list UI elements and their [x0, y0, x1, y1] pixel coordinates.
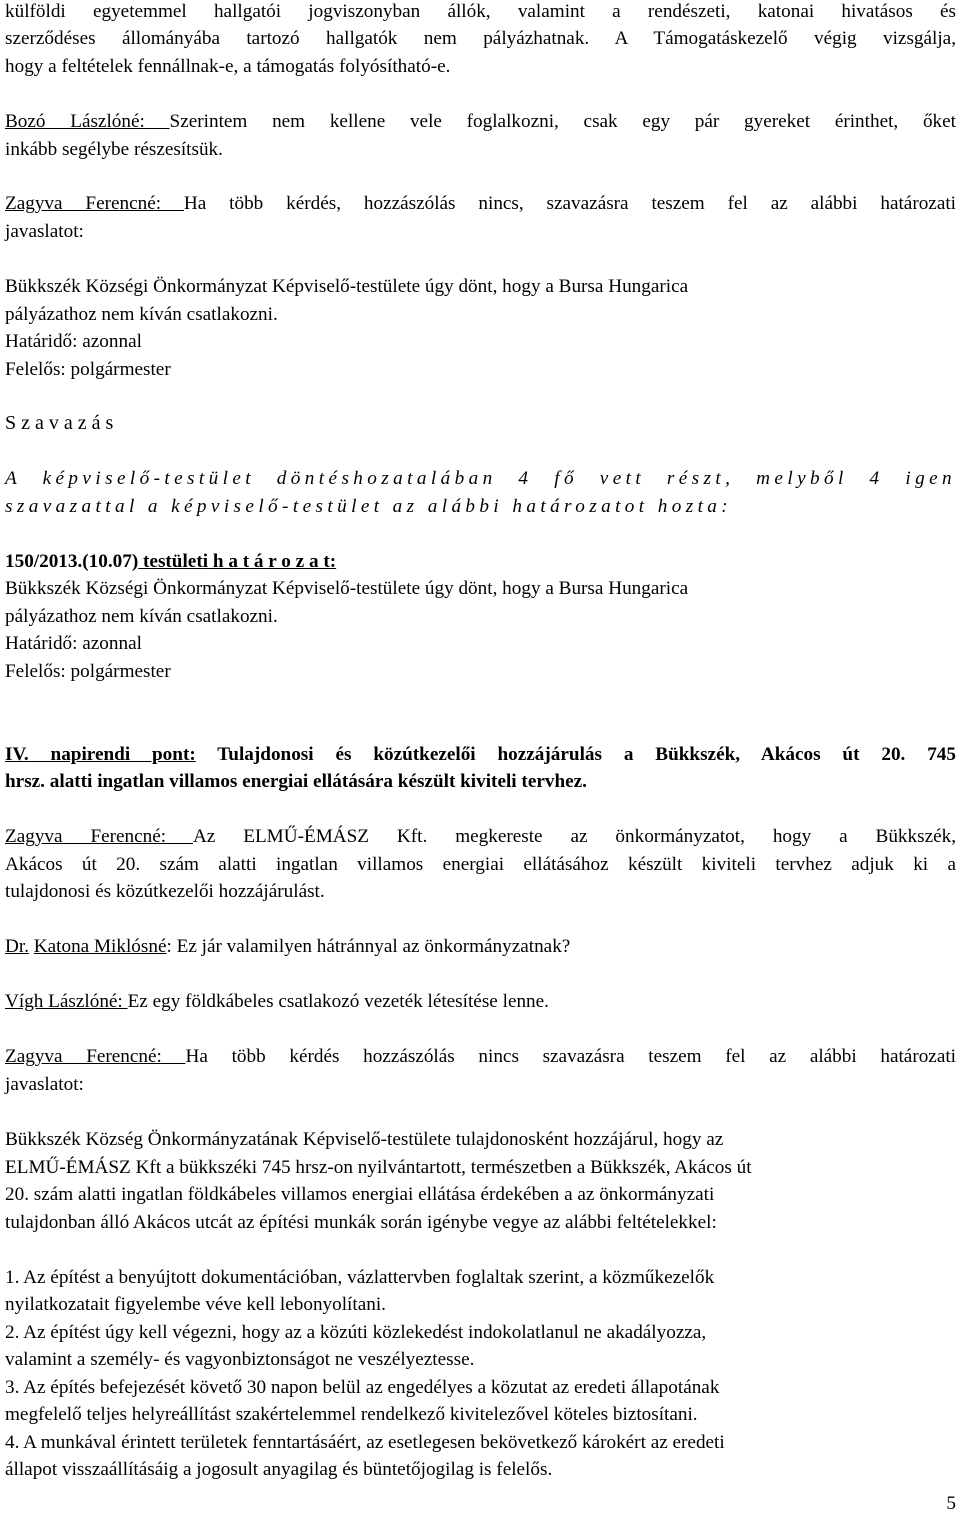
speaker-zagyva: Zagyva Ferencné:: [5, 1046, 186, 1067]
vote-line-1: A képviselő-testület döntéshozatalában 4 fő vett részt, melyből 4 igen: [5, 468, 956, 489]
resolution-responsible: Felelős: polgármester: [5, 661, 171, 682]
condition-1-line-2: nyilatkozatait figyelembe véve kell lebonyolítani.: [5, 1294, 386, 1315]
proposal1-line-2: pályázathoz nem kíván csatlakozni.: [5, 304, 278, 325]
agenda-title-line-2: hrsz. alatti ingatlan villamos energiai ellátására készült kiviteli tervhez.: [5, 771, 587, 792]
condition-3-line-2: megfelelő teljes helyreállítást szakértelemmel rendelkező kivitelezővel köteles biztosítani.: [5, 1404, 698, 1425]
condition-2-line-1: 2. Az építést úgy kell végezni, hogy az a közúti közlekedést indokolatlanul ne akadályozza,: [5, 1322, 707, 1343]
proposal2-line-2: ELMŰ-ÉMÁSZ Kft a bükkszéki 745 hrsz-on nyilvántartott, természetben a Bükkszék, Akácos út: [5, 1157, 752, 1178]
speaker-katona: Katona Miklósné: [33, 936, 167, 957]
vote-heading: S z a v a z á s: [5, 412, 114, 434]
bozo-line-2: inkább segélybe részesítsük.: [5, 139, 223, 160]
zagyva2-line-3: tulajdonosi és közútkezelői hozzájárulást.: [5, 881, 325, 902]
zagyva2-line-2: Akácos út 20. szám alatti ingatlan villamos energiai ellátásához készült kiviteli tervhez adjuk ki a: [5, 854, 956, 875]
resolution-line-2: pályázathoz nem kíván csatlakozni.: [5, 606, 278, 627]
resolution-deadline: Határidő: azonnal: [5, 633, 142, 654]
resolution-title: 150/2013.(10.07) testületi h a t á r o z a t:: [5, 551, 337, 572]
agenda-roman: IV.: [5, 744, 29, 765]
speaker-zagyva: Zagyva Ferencné:: [5, 826, 193, 847]
zagyva3-line-1: Zagyva Ferencné: Ha több kérdés hozzászólás nincs szavazásra teszem fel az alábbi határozati: [5, 1046, 957, 1067]
page-number: 5: [946, 1493, 956, 1514]
proposal2-line-1: Bükkszék Község Önkormányzatának Képviselő-testülete tulajdonosként hozzájárul, hogy az: [5, 1129, 724, 1150]
proposal1-responsible: Felelős: polgármester: [5, 359, 171, 380]
bozo-line-1: Bozó Lászlóné: Szerintem nem kellene vele foglalkozni, csak egy pár gyereket érinthet, őket: [5, 111, 956, 132]
resolution-line-1: Bükkszék Községi Önkormányzat Képviselő-testülete úgy dönt, hogy a Bursa Hungarica: [5, 578, 689, 599]
condition-1-line-1: 1. Az építést a benyújtott dokumentációban, vázlattervben foglaltak szerint, a közműkezelők: [5, 1267, 715, 1288]
intro-line-1: külföldi egyetemmel hallgatói jogviszonyban állók, valamint a rendészeti, katonai hivatásos és: [5, 1, 956, 22]
vigh-line: Vígh Lászlóné: Ez egy földkábeles csatlakozó vezeték létesítése lenne.: [5, 991, 549, 1012]
agenda-label: napirendi pont:: [28, 744, 196, 765]
speaker-bozo: Bozó Lászlóné:: [5, 111, 170, 132]
agenda-title-line-1: IV. napirendi pont: Tulajdonosi és közútkezelői hozzájárulás a Bükkszék, Akácos út 20. 745: [5, 744, 956, 765]
zagyva1-line-2: javaslatot:: [5, 221, 84, 242]
intro-line-3: hogy a feltételek fennállnak-e, a támogatás folyósítható-e.: [5, 56, 451, 77]
proposal2-line-4: tulajdonban álló Akácos utcát az építési munkák során igénybe vegye az alábbi feltételekkel:: [5, 1212, 717, 1233]
proposal1-deadline: Határidő: azonnal: [5, 331, 142, 352]
vote-line-2: szavazattal a képviselő-testület az alábbi határozatot hozta:: [5, 496, 733, 517]
condition-2-line-2: valamint a személy- és vagyonbiztonságot ne veszélyeztesse.: [5, 1349, 475, 1370]
intro-line-2: szerződéses állományába tartozó hallgatók nem pályázhatnak. A Támogatáskezelő végig vizsgálja,: [5, 28, 956, 49]
proposal2-line-3: 20. szám alatti ingatlan földkábeles villamos energiai ellátása érdekében a az önkormányzati: [5, 1184, 715, 1205]
condition-4-line-1: 4. A munkával érintett területek fenntartásáért, az esetlegesen bekövetkező károkért az eredeti: [5, 1432, 725, 1453]
proposal1-line-1: Bükkszék Községi Önkormányzat Képviselő-testülete úgy dönt, hogy a Bursa Hungarica: [5, 276, 689, 297]
katona-line: Dr. Katona Miklósné: Ez jár valamilyen hátránnyal az önkormányzatnak?: [5, 936, 571, 957]
zagyva1-line-1: Zagyva Ferencné: Ha több kérdés, hozzászólás nincs, szavazásra teszem fel az alábbi határozati: [5, 193, 956, 214]
condition-4-line-2: állapot visszaállításáig a jogosult anyagilag és büntetőjogilag is felelős.: [5, 1459, 553, 1480]
speaker-zagyva: Zagyva Ferencné:: [5, 193, 184, 214]
zagyva3-line-2: javaslatot:: [5, 1074, 84, 1095]
zagyva2-line-1: Zagyva Ferencné: Az ELMŰ-ÉMÁSZ Kft. megkereste az önkormányzatot, hogy a Bükkszék,: [5, 826, 957, 847]
condition-3-line-1: 3. Az építés befejezését követő 30 napon belül az engedélyes a közutat az eredeti állapotának: [5, 1377, 720, 1398]
speaker-katona-dr: Dr.: [5, 936, 29, 957]
resolution-number: 150/2013.(10.07): [5, 551, 139, 572]
speaker-vigh: Vígh Lászlóné:: [5, 991, 128, 1012]
